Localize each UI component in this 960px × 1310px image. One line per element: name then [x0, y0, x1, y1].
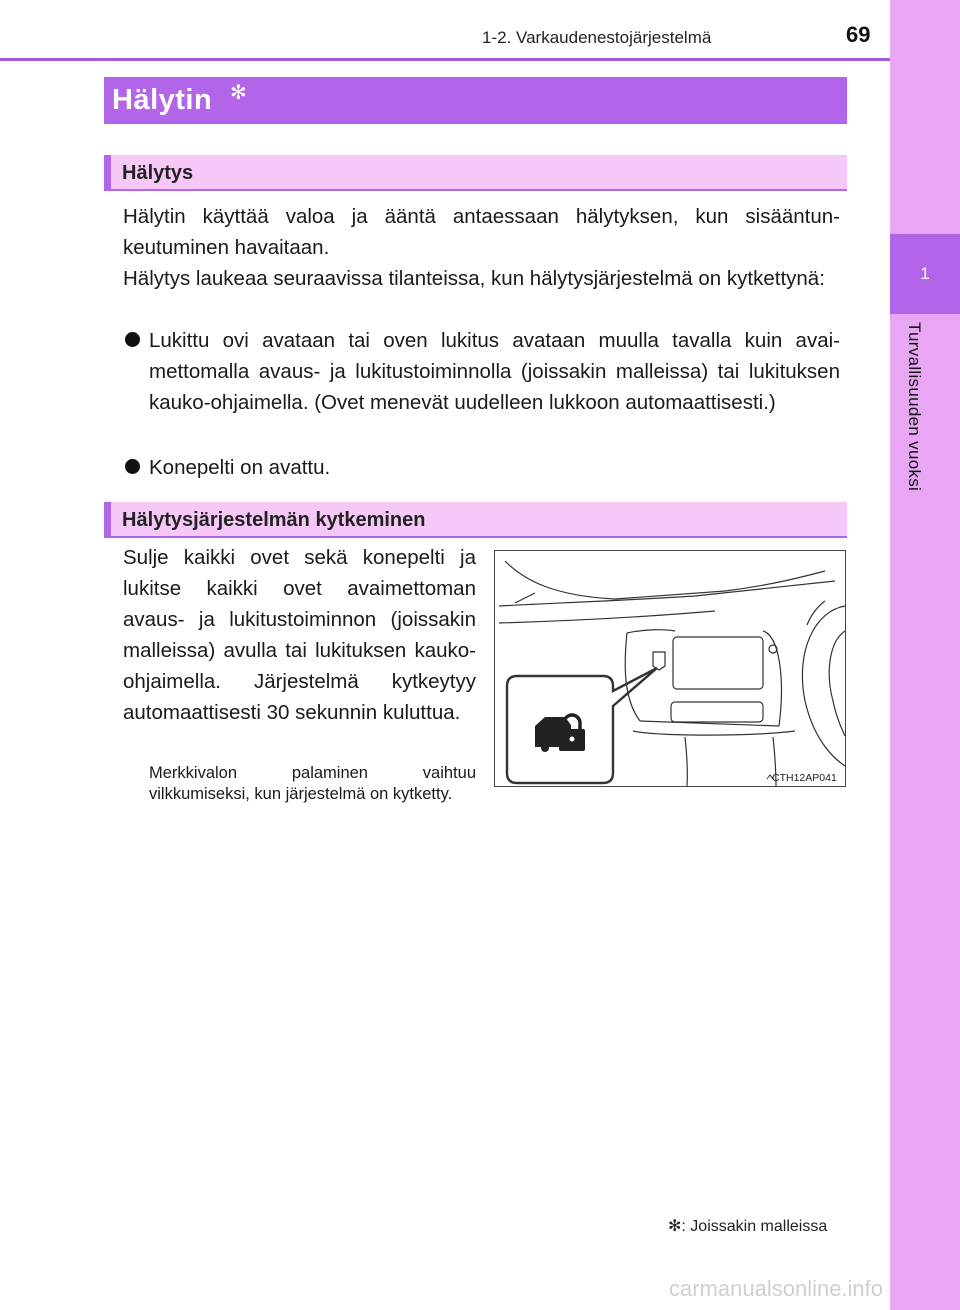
header-rule	[0, 58, 890, 61]
section-heading-label: Hälytysjärjestelmän kytkeminen	[122, 509, 426, 531]
page-title-bar	[104, 77, 847, 124]
footnote-marker: ✻	[668, 1218, 682, 1235]
security-indicator-icon	[535, 715, 585, 752]
intro-paragraph: Hälytin käyttää valoa ja ääntä antaessaan hälytyksen, kun sisääntunkeutuminen havaitaan.	[123, 205, 840, 259]
arming-paragraph: Sulje kaikki ovet sekä konepelti ja lukitse kaikki ovet avaimettoman avaus- ja lukitustoiminnon (joissakin malleissa) avulla tai lukituksen kauko-ohjaimella. Järjestelmä kytkeytyy automaattisesti 30 sekunnin kuluttua.	[123, 546, 476, 724]
chapter-title: Turvallisuuden vuoksi	[905, 322, 924, 492]
section-heading-label: Hälytys	[122, 162, 194, 184]
figure-code: CTH12AP041	[772, 772, 837, 784]
indicator-note: Merkkivalon palaminen vaihtuu vilkkumiseksi, kun järjestelmä on kytketty.	[149, 764, 476, 803]
section-accent	[104, 502, 111, 538]
dashboard-drawing	[495, 551, 845, 786]
footnote	[668, 1216, 827, 1236]
chapter-sidebar	[890, 0, 960, 1310]
section-heading-alarm	[104, 155, 847, 191]
watermark: carmanualsonline.info	[669, 1276, 884, 1301]
title-footnote-marker: ✻	[230, 82, 247, 104]
footnote-text: : Joissakin malleissa	[681, 1218, 828, 1235]
page-number: 69	[846, 22, 871, 47]
trigger-paragraph: Hälytys laukeaa seuraavissa tilanteissa, kun hälytysjärjestelmä on kytkettynä:	[123, 267, 825, 290]
section-accent	[104, 155, 111, 191]
bullet-dot	[125, 459, 140, 474]
bullet-item: Lukittu ovi avataan tai oven lukitus avataan muulla tavalla kuin avaimettomalla avaus- ja lukitustoiminnolla (joissakin malleissa) tai lukituksen kauko-ohjaimella. (Ovet menevät uudelleen lukkoon automaattisesti.)	[149, 329, 840, 414]
bullet-item: Konepelti on avattu.	[149, 456, 331, 479]
chapter-number-tab: 1	[890, 234, 960, 314]
running-header: 1-2. Varkaudenestojärjestelmä	[482, 28, 712, 47]
page-title: Hälytin	[112, 84, 213, 116]
section-heading-arming	[104, 502, 847, 538]
dashboard-illustration	[494, 550, 846, 787]
bullet-dot	[125, 332, 140, 347]
